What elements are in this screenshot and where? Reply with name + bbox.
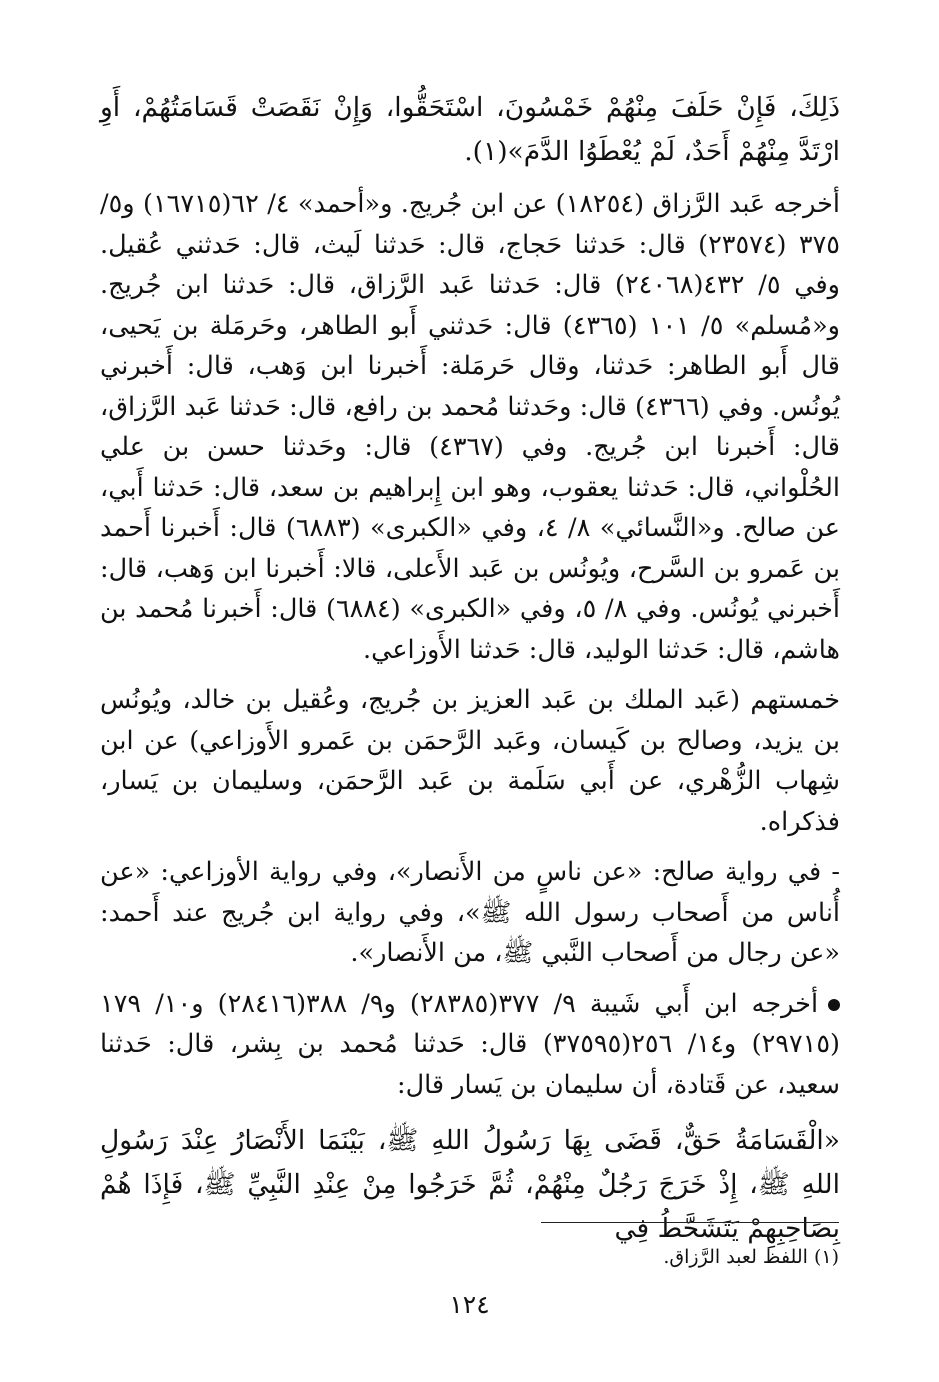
page-number: ١٢٤ <box>449 1290 490 1319</box>
narration-variants-paragraph: - في رواية صالح: «عن ناسٍ من الأَنصار»، وفي رواية الأوزاعي: «عن أُناس من أَصحاب رسول الله ﷺ»، وفي رواية ابن جُريج عند أَحمد: «عن رجال من أَصحاب النَّبي ﷺ، من الأَنصار». <box>100 857 840 968</box>
bullet-icon <box>828 999 840 1011</box>
hadith-text: «الْقَسَامَةُ حَقٌّ، قَضَى بِهَا رَسُولُ اللهِ ﷺ، بَيْنَمَا الأَنْصَارُ عِنْدَ رَسُولِ اللهِ ﷺ، إِذْ خَرَجَ رَجُلٌ مِنْهُمْ، ثُمَّ خَرَجُوا مِنْ عِنْدِ النَّبِيِّ ﷺ، فَإِذَا هُمْ بِصَاحِبِهِمْ يَتَشَحَّطُ فِي <box>100 1125 840 1244</box>
page-body <box>100 86 840 1251</box>
second-takhrij-text: أخرجه ابن أَبي شَيبة ٩/ ٣٧٧(٢٨٣٨٥) و٩/ ٣٨٨(٢٨٤١٦) و١٠/ ١٧٩ (٢٩٧١٥) و١٤/ ٢٥٦(٣٧٥٩٥) قال: حَدثنا مُحمد بن بِشر، قال: حَدثنا سعيد، عن قَتادة، أن سليمان بن يَسار قال: <box>100 988 840 1100</box>
narrators-summary-paragraph: خمستهم (عَبد الملك بن عَبد العزيز بن جُريج، وعُقيل بن خالد، ويُونُس بن يزيد، وصالح بن كَيسان، وعَبد الرَّحمَن بن عَمرو الأَوزاعي) عن ابن شِهاب الزُّهْري، عن أَبي سَلَمة بن عَبد الرَّحمَن، وسليمان بن يَسار، فذكراه. <box>100 685 840 837</box>
second-takhrij-paragraph <box>100 984 840 1106</box>
footnote-separator <box>541 1222 839 1223</box>
takhrij-paragraph: أخرجه عَبد الرَّزاق (١٨٢٥٤) عن ابن جُريج. و«أحمد» ٤/ ٦٢(١٦٧١٥) و٥/ ٣٧٥ (٢٣٥٧٤) قال: حَدثنا حَجاج، قال: حَدثنا لَيث، قال: حَدثني عُقيل. وفي ٥/ ٤٣٢(٢٤٠٦٨) قال: حَدثنا عَبد الرَّزاق، قال: حَدثنا ابن جُريج. و«مُسلم» ٥/ ١٠١ (٤٣٦٥) قال: حَدثني أَبو الطاهر، وحَرمَلة بن يَحيى، قال أَبو الطاهر: حَدثنا، وقال حَرمَلة: أَخبرنا ابن وَهب، قال: أَخبرني يُونُس. وفي (٤٣٦٦) قال: وحَدثنا مُحمد بن رافع، قال: حَدثنا عَبد الرَّزاق، قال: أَخبرنا ابن جُريج. وفي (٤٣٦٧) قال: وحَدثنا حسن بن علي الحُلْواني، قال: حَدثنا يعقوب، وهو ابن إِبراهيم بن سعد، قال: حَدثنا أَبي، عن صالح. و«النَّسائي» ٨/ ٤، وفي «الكبرى» (٦٨٨٣) قال: أَخبرنا أَحمد بن عَمرو بن السَّرح، ويُونُس بن عَبد الأَعلى، قالا: أَخبرنا ابن وَهب، قال: أَخبرني يُونُس. وفي ٨/ ٥، وفي «الكبرى» (٦٨٨٤) قال: أَخبرنا مُحمد بن هاشم، قال: حَدثنا الوليد، قال: حَدثنا الأَوزاعي. <box>100 189 840 665</box>
footnote: (١) اللفظ لعبد الرَّزاق. <box>663 1246 839 1268</box>
hadith-text-continuation: ذَلِكَ، فَإِنْ حَلَفَ مِنْهُمْ خَمْسُونَ، اسْتَحَقُّوا، وَإِنْ نَقَصَتْ قَسَامَتُهُمْ، أَوِ ارْتَدَّ مِنْهُمْ أَحَدٌ، لَمْ يُعْطَوُا الدَّمَ»(١). <box>100 92 840 167</box>
